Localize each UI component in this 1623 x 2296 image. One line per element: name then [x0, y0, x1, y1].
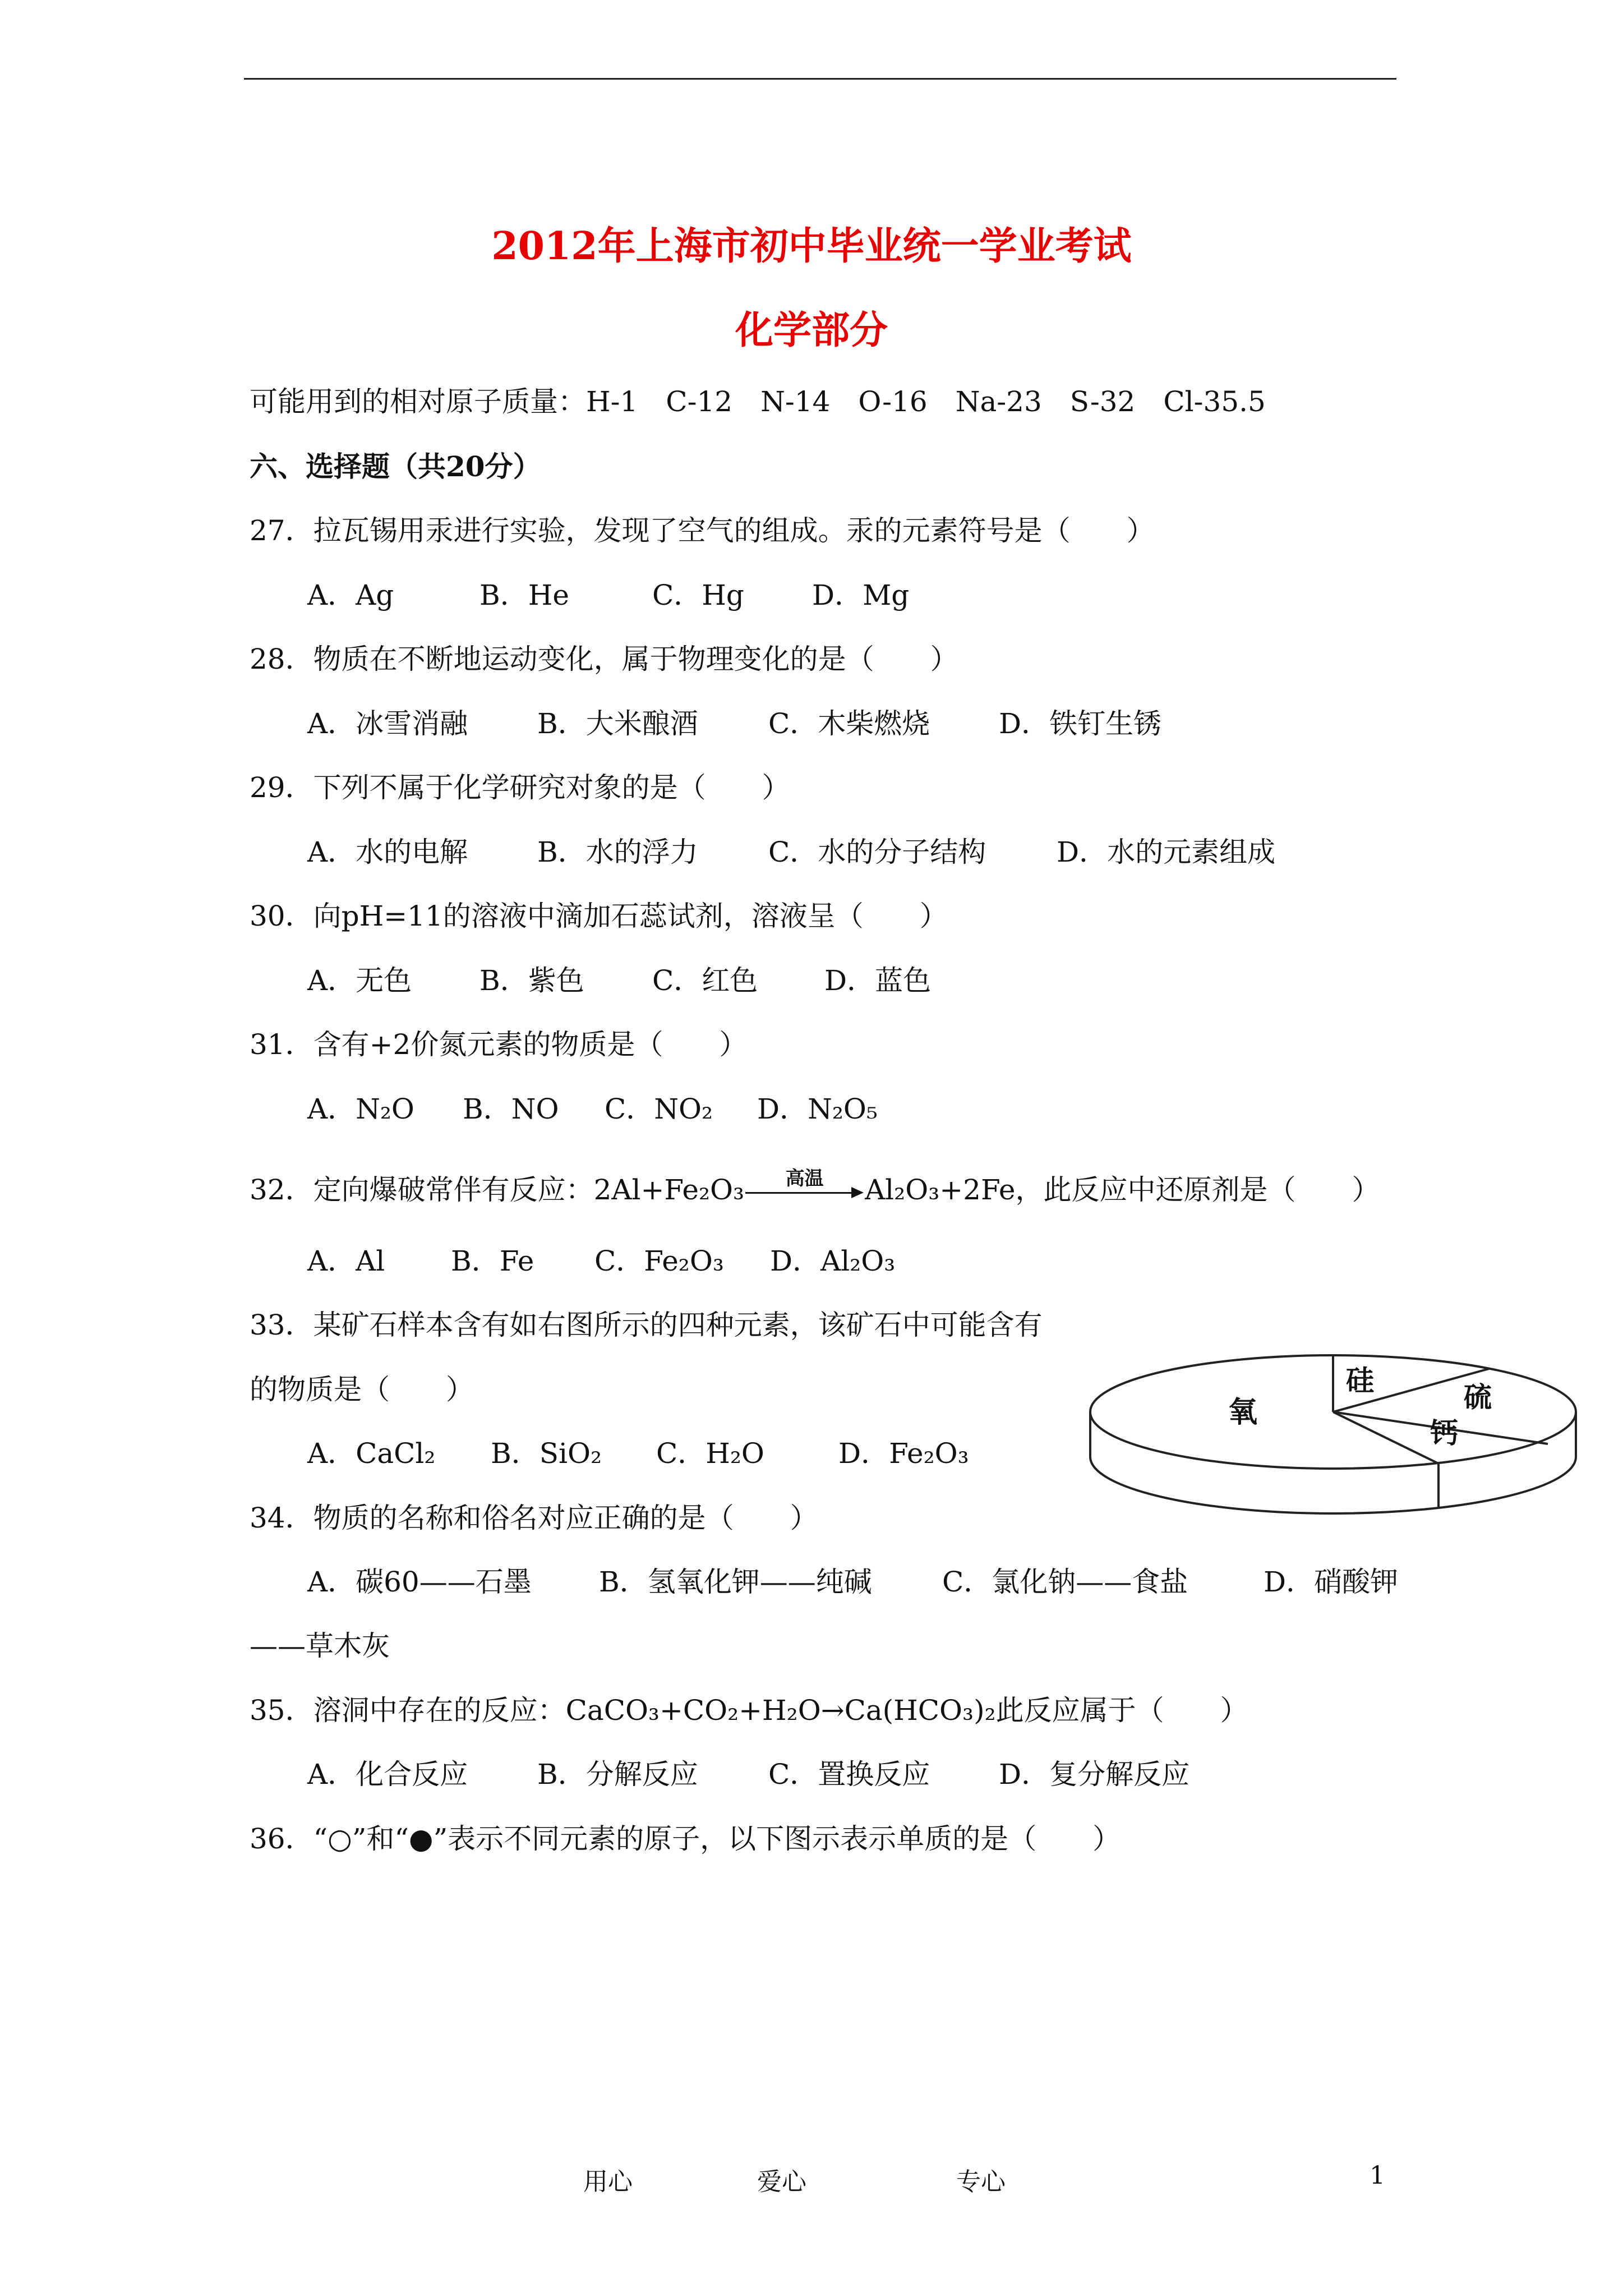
- question-33-option-a: A．CaCl₂: [307, 1437, 436, 1470]
- question-29-option-b: B．水的浮力: [537, 836, 698, 868]
- question-35-option-a: A．化合反应: [307, 1758, 468, 1791]
- footer-middle-text: 爱心: [757, 2168, 806, 2196]
- question-34-option-d-continued: ——草木灰: [250, 1630, 390, 1662]
- question-31-stem: 31．含有+2价氮元素的物质是（ ）: [250, 1028, 748, 1061]
- page-number: 1: [1370, 2161, 1385, 2190]
- question-31-option-d: D．N₂O₅: [757, 1093, 878, 1125]
- question-35-option-d: D．复分解反应: [999, 1758, 1190, 1791]
- question-28-option-c: C．木柴燃烧: [768, 707, 930, 740]
- question-33-option-d: D．Fe₂O₃: [838, 1437, 969, 1470]
- atomic-masses: 可能用到的相对原子质量：H-1 C-12 N-14 O-16 Na-23 S-32 Cl-35.5: [250, 385, 1266, 418]
- question-35-option-b: B．分解反应: [537, 1758, 698, 1791]
- question-32-option-c: C．Fe₂O₃: [594, 1245, 724, 1277]
- arrow-head-icon: [851, 1187, 864, 1198]
- question-32-option-b: B．Fe: [451, 1245, 534, 1277]
- question-31-option-b: B．NO: [463, 1093, 559, 1125]
- question-34-option-a: A．碳60——石墨: [307, 1566, 532, 1598]
- question-27-option-b: B．He: [479, 579, 569, 611]
- question-35-stem: 35．溶洞中存在的反应：CaCO₃+CO₂+H₂O→Ca(HCO₃)₂此反应属于（ ）: [250, 1694, 1248, 1727]
- question-27-stem: 27．拉瓦锡用汞进行实验，发现了空气的组成。汞的元素符号是（ ）: [250, 514, 1155, 547]
- question-30-stem: 30．向pH=11的溶液中滴加石蕊试剂，溶液呈（ ）: [250, 900, 948, 932]
- question-33-stem-line2: 的物质是（ ）: [250, 1373, 474, 1406]
- footer-left-text: 用心: [583, 2168, 633, 2196]
- question-29-option-c: C．水的分子结构: [768, 836, 986, 868]
- element-composition-pie-chart: [1082, 1346, 1598, 1531]
- question-34-option-d: D．硝酸钾: [1264, 1566, 1399, 1598]
- section-heading: 六、选择题（共20分）: [250, 450, 541, 483]
- question-30-option-b: B．紫色: [479, 964, 584, 997]
- question-34-option-b: B．氢氧化钾——纯碱: [599, 1566, 872, 1598]
- question-36-stem: 36．“○”和“●”表示不同元素的原子，以下图示表示单质的是（ ）: [250, 1823, 1121, 1855]
- question-32-stem: [250, 1167, 1380, 1207]
- pie-label-silicon: 硅: [1346, 1364, 1374, 1397]
- question-33-option-b: B．SiO₂: [491, 1437, 602, 1470]
- question-31-option-a: A．N₂O: [307, 1093, 414, 1125]
- question-28-option-b: B．大米酿酒: [537, 707, 698, 740]
- question-27-option-d: D．Mg: [812, 579, 910, 611]
- question-27-option-a: A．Ag: [307, 579, 394, 611]
- page-subtitle: 化学部分: [735, 308, 888, 353]
- question-33-option-c: C．H₂O: [656, 1437, 764, 1470]
- question-34-option-c: C．氯化钠——食盐: [942, 1566, 1188, 1598]
- question-32-option-a: A．Al: [307, 1245, 385, 1277]
- pie-label-calcium: 钙: [1430, 1417, 1458, 1450]
- question-32-stem-after: Al₂O₃+2Fe，此反应中还原剂是（ ）: [865, 1174, 1380, 1206]
- reaction-arrow: [744, 1167, 865, 1207]
- question-33-stem-line1: 33．某矿石样本含有如右图所示的四种元素，该矿石中可能含有: [250, 1309, 1043, 1341]
- question-28-option-a: A．冰雪消融: [307, 707, 468, 740]
- pie-label-oxygen: 氧: [1228, 1396, 1258, 1429]
- question-30-option-c: C．红色: [652, 964, 758, 997]
- question-29-option-a: A．水的电解: [307, 836, 468, 868]
- question-28-stem: 28．物质在不断地运动变化，属于物理变化的是（ ）: [250, 643, 958, 675]
- question-29-option-d: D．水的元素组成: [1057, 836, 1276, 868]
- footer-right-text: 专心: [956, 2168, 1006, 2196]
- question-35-option-c: C．置换反应: [768, 1758, 930, 1791]
- question-28-option-d: D．铁钉生锈: [999, 707, 1162, 740]
- question-32-option-d: D．Al₂O₃: [770, 1245, 896, 1277]
- reaction-condition: 高温: [785, 1167, 824, 1190]
- question-34-stem: 34．物质的名称和俗名对应正确的是（ ）: [250, 1502, 818, 1534]
- question-30-option-d: D．蓝色: [824, 964, 932, 997]
- pie-label-sulfur: 硫: [1464, 1381, 1492, 1414]
- page-title: 2012年上海市初中毕业统一学业考试: [491, 224, 1132, 269]
- header-rule: [244, 78, 1396, 80]
- question-29-stem: 29．下列不属于化学研究对象的是（ ）: [250, 771, 790, 804]
- question-31-option-c: C．NO₂: [605, 1093, 713, 1125]
- question-30-option-a: A．无色: [307, 964, 412, 997]
- question-27-option-c: C．Hg: [652, 579, 744, 611]
- question-32-stem-before: 32．定向爆破常伴有反应：2Al+Fe₂O₃: [250, 1174, 745, 1206]
